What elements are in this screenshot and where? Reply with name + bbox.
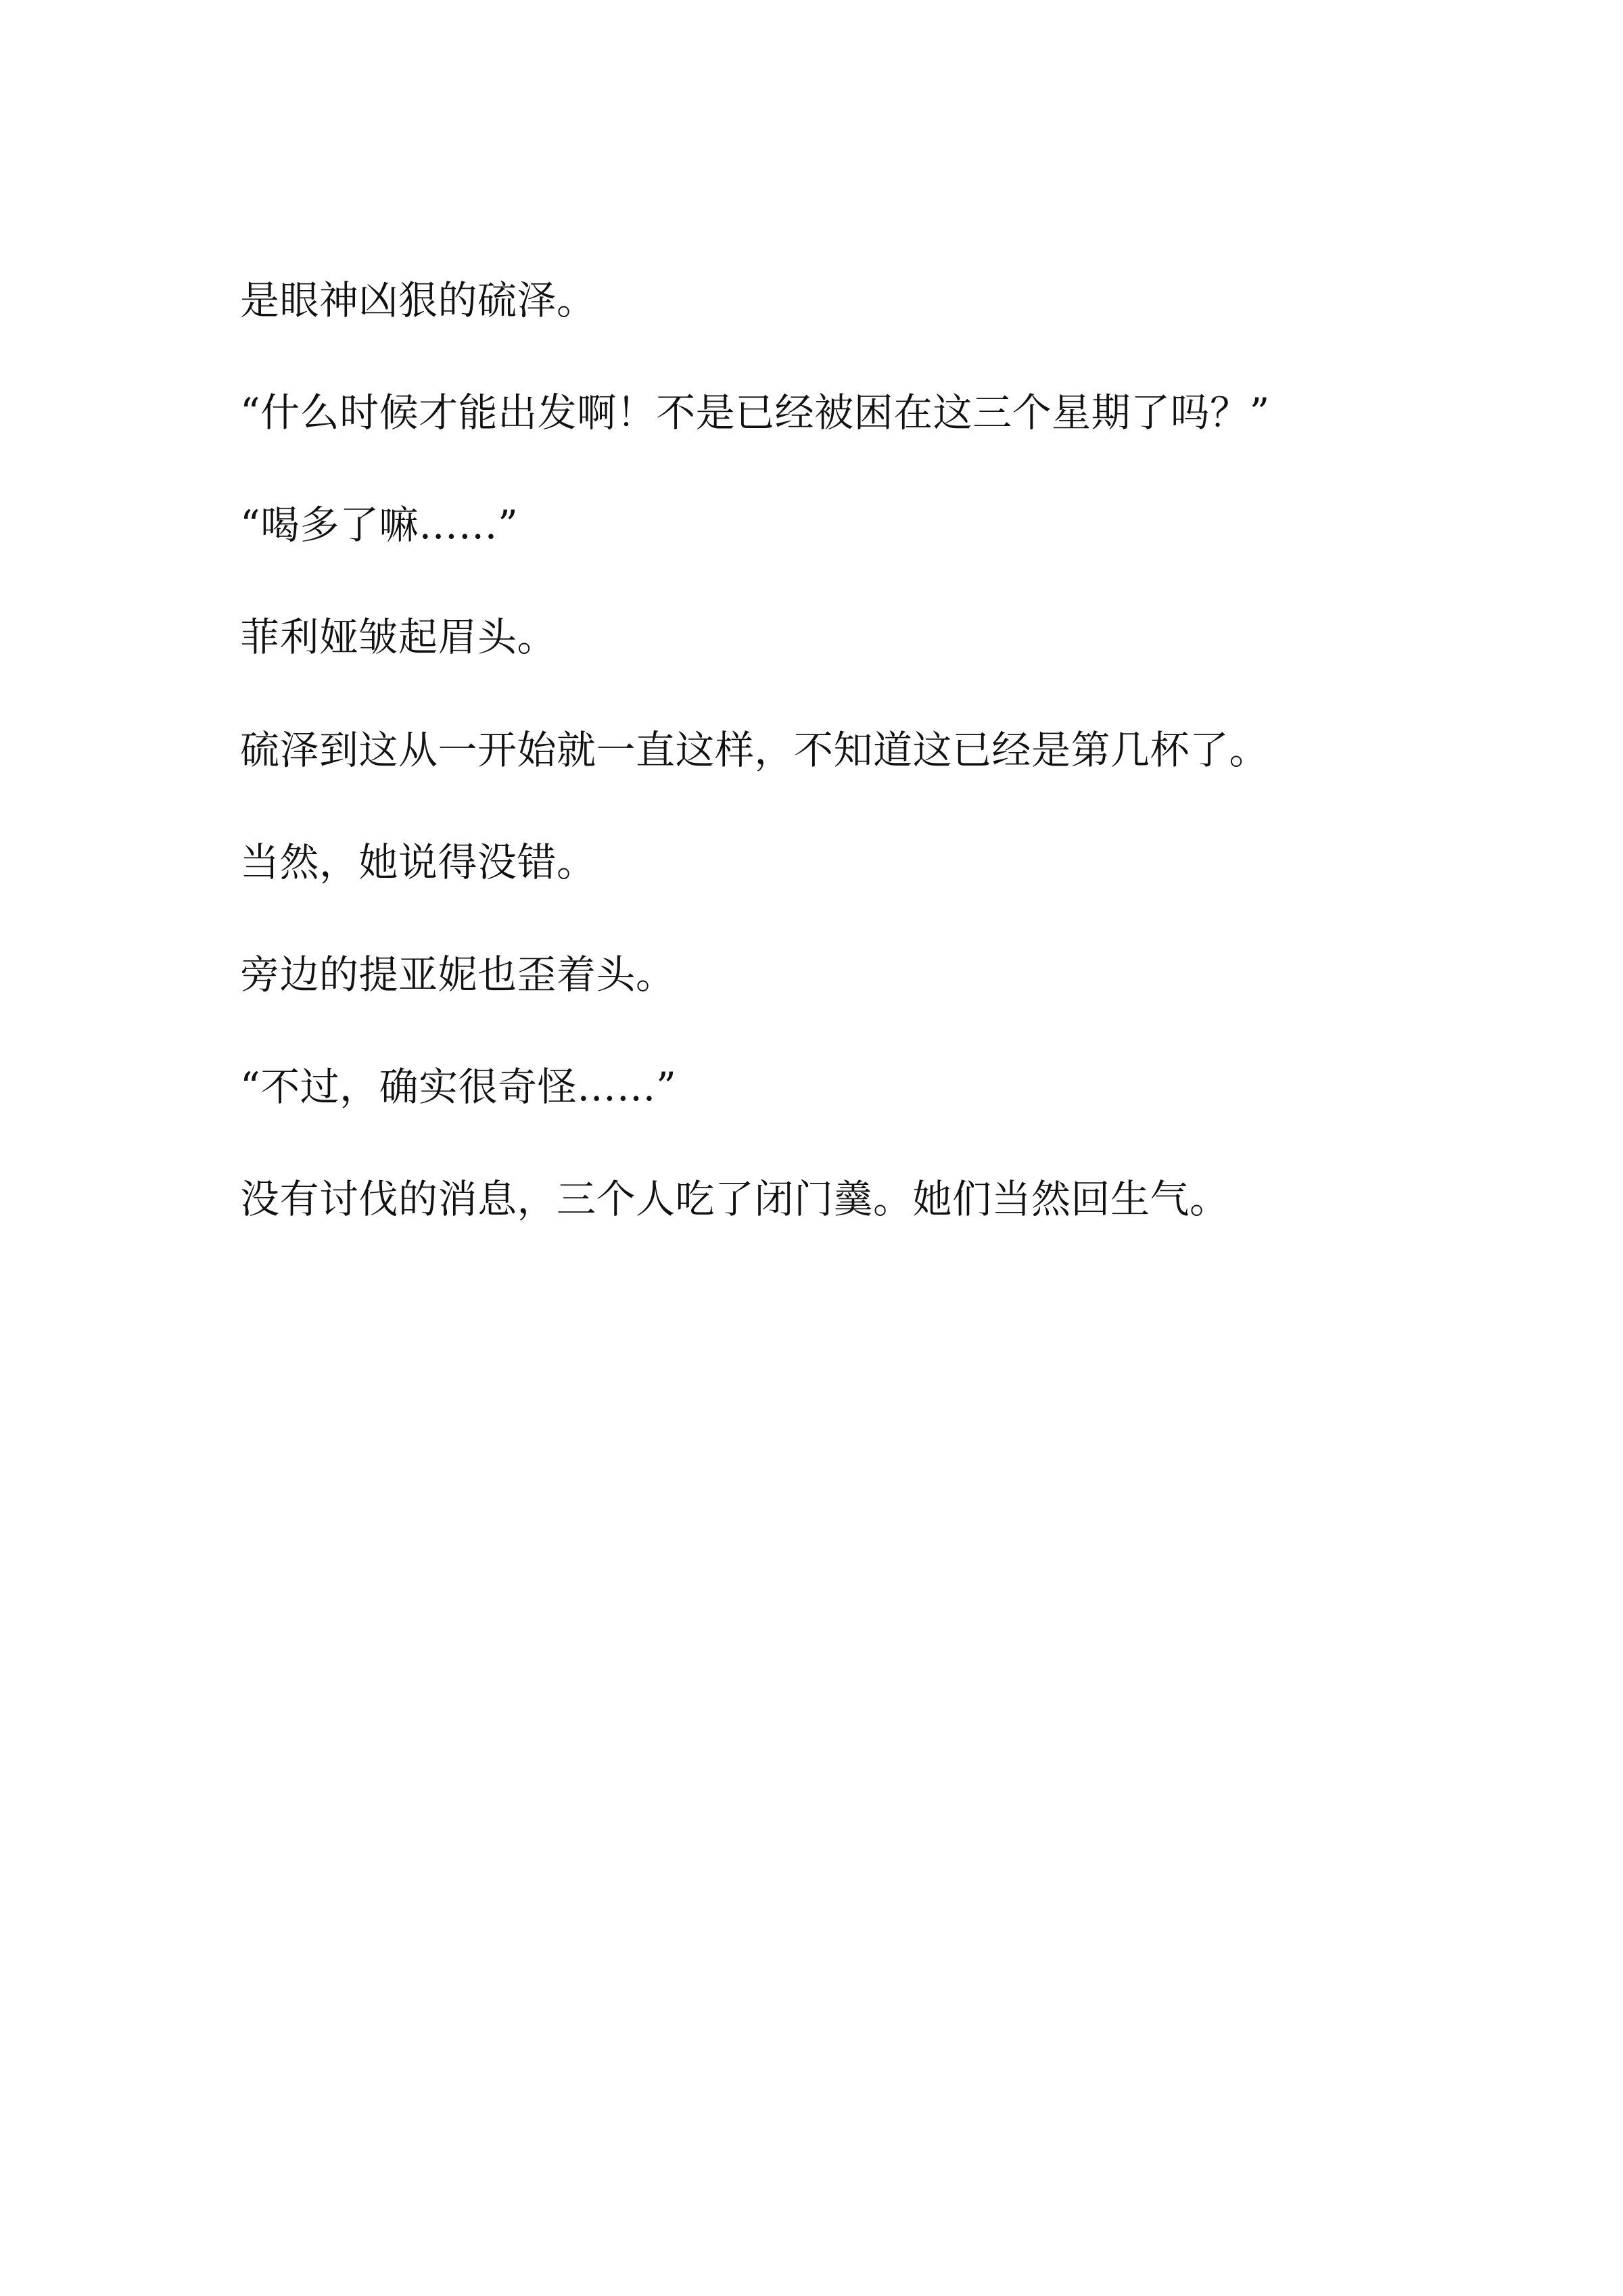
paragraph: “喝多了嘛……” xyxy=(240,502,519,548)
paragraph: 菲利娅皱起眉头。 xyxy=(240,614,557,661)
paragraph: 是眼神凶狠的硫泽。 xyxy=(240,277,596,323)
paragraph: 当然，她说得没错。 xyxy=(240,839,596,885)
paragraph: “什么时候才能出发啊！不是已经被困在这三个星期了吗？” xyxy=(240,390,1270,436)
document-body xyxy=(240,271,1400,1229)
paragraph: 旁边的提亚妮也歪着头。 xyxy=(240,951,676,998)
paragraph: “不过，确实很奇怪……” xyxy=(240,1064,677,1110)
paragraph: 硫泽到这从一开始就一直这样，不知道这已经是第几杯了。 xyxy=(240,726,1269,773)
paragraph: 没有讨伐的消息，三个人吃了闭门羹。她们当然回生气。 xyxy=(240,1176,1229,1223)
